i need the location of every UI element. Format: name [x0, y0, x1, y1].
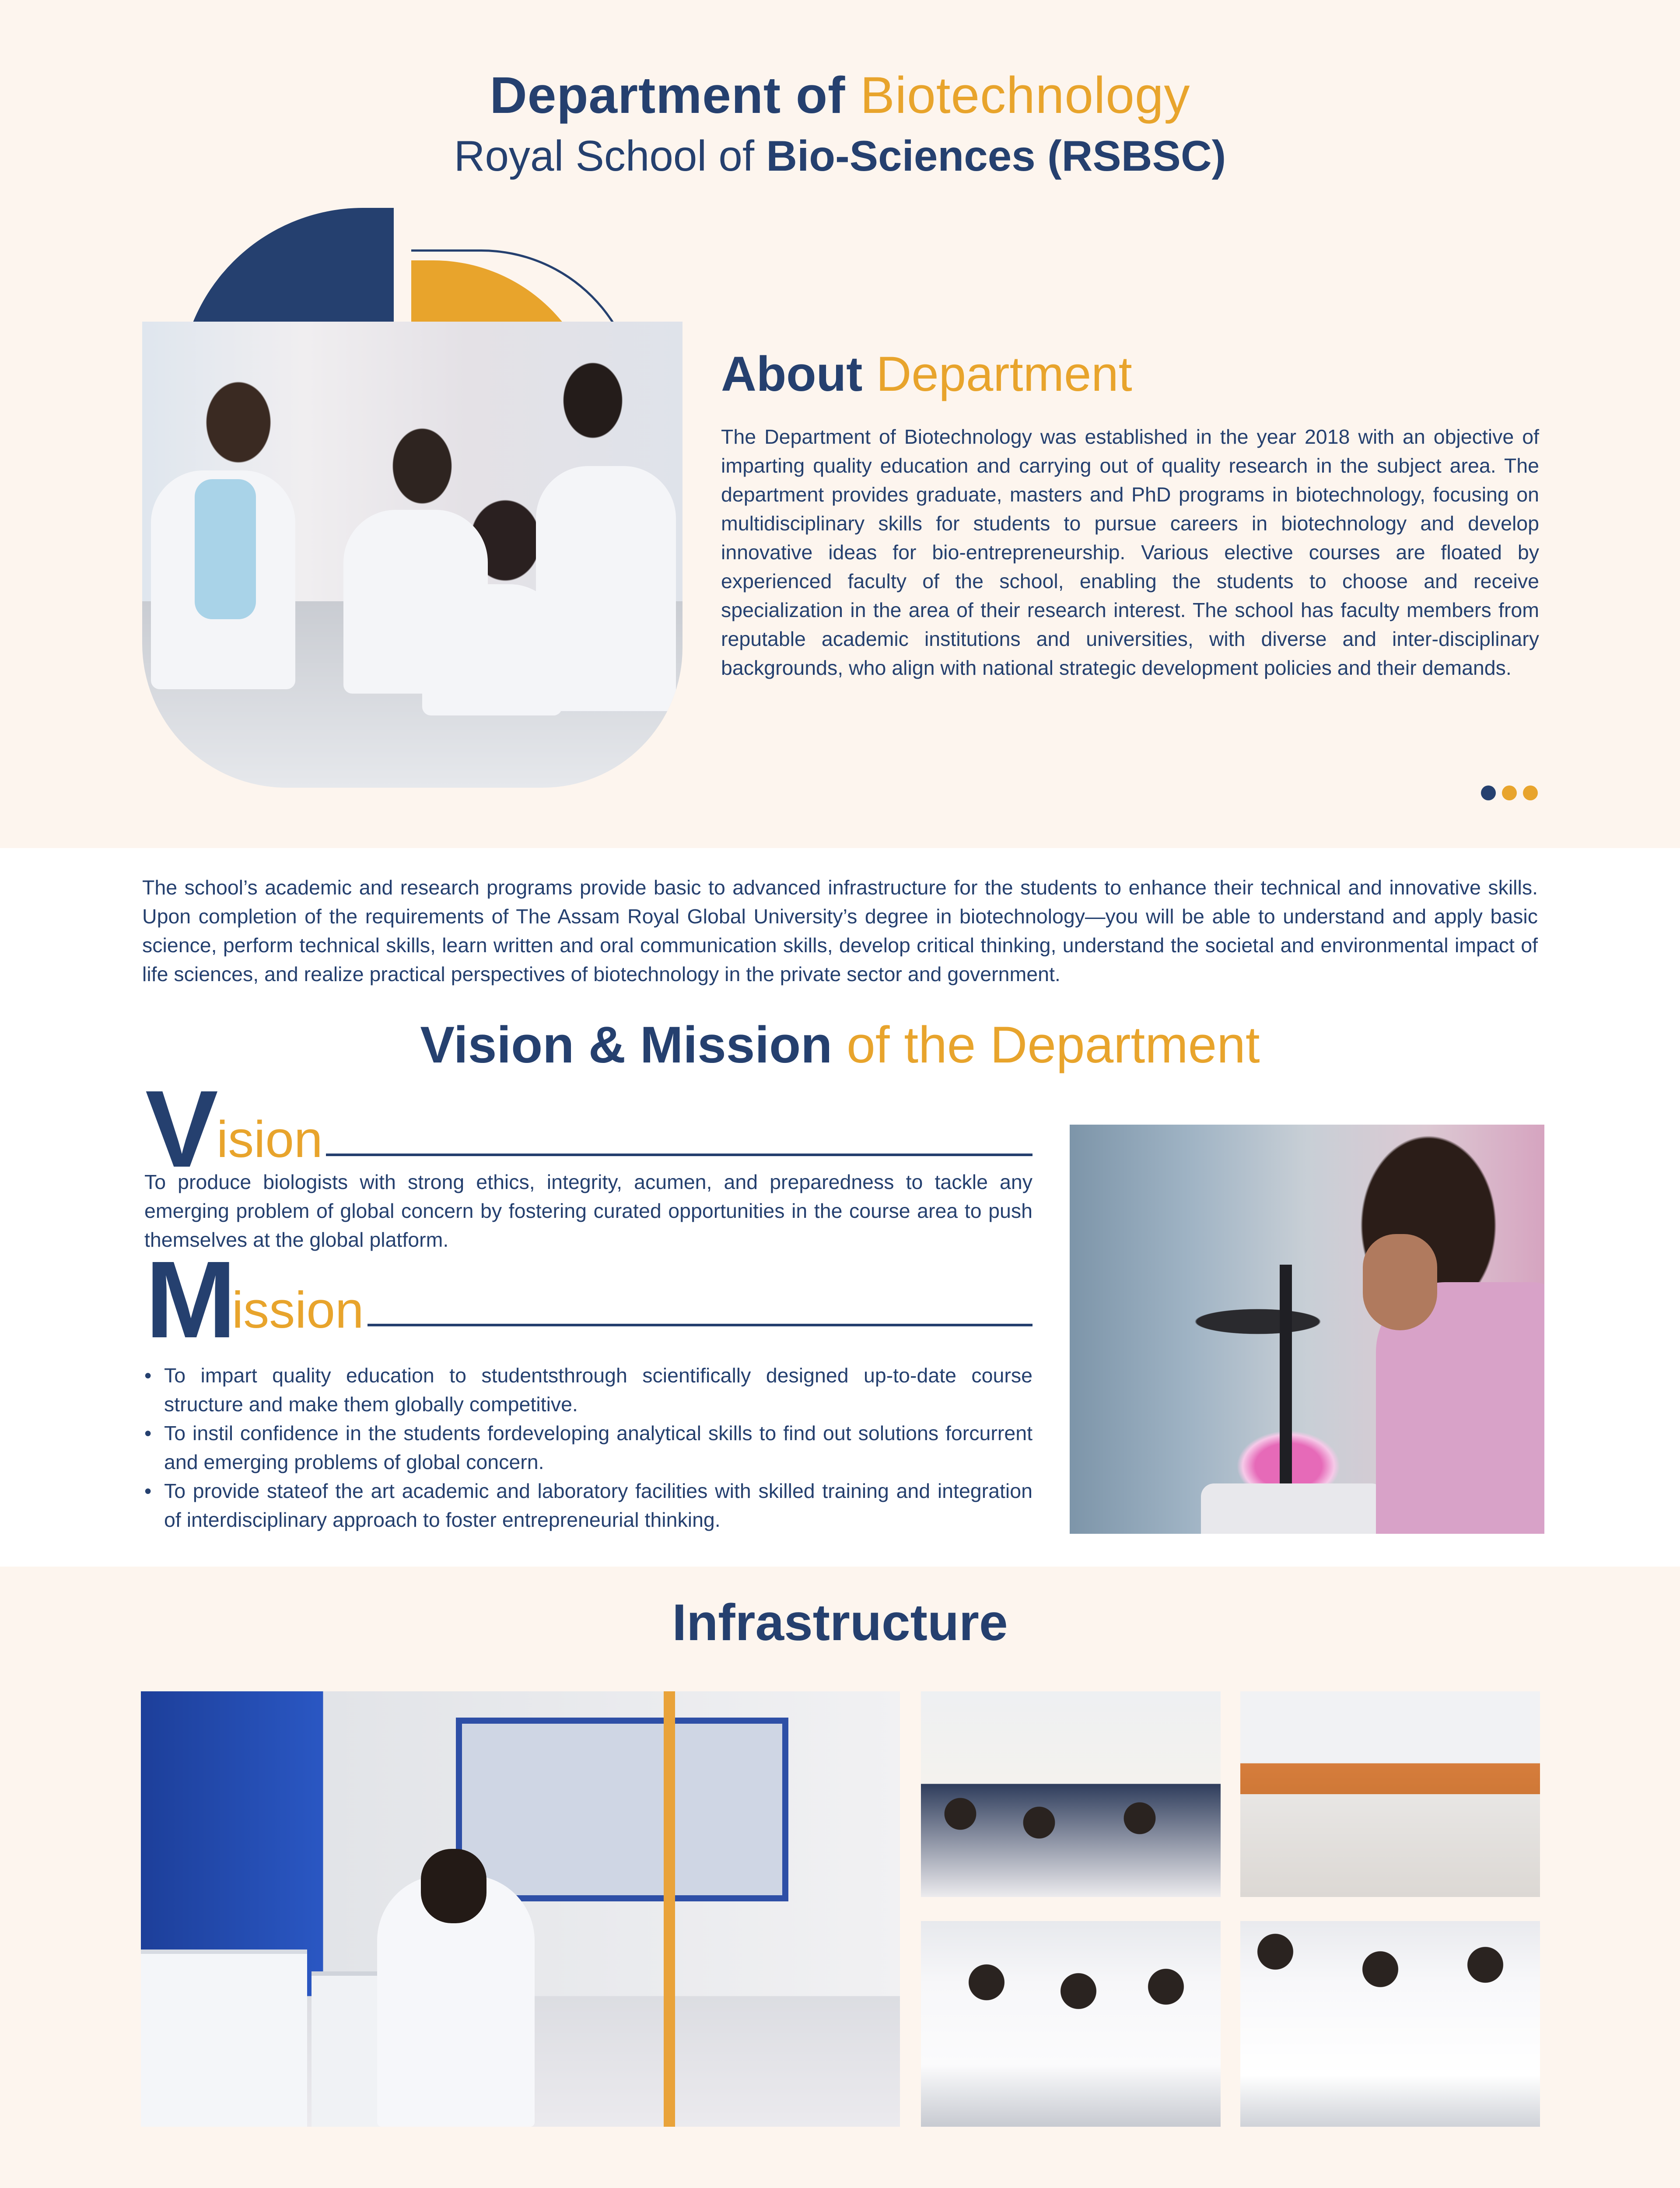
mission-list: [144, 1361, 1032, 1534]
photo-figure-shirt: [195, 479, 256, 619]
vm-heading-part-2: of the Department: [847, 1016, 1260, 1074]
vision-mission-heading: [0, 1015, 1680, 1075]
photo-figure-face: [1363, 1234, 1437, 1330]
computer-lab-photo: [1240, 1691, 1540, 1897]
classroom-photo: [921, 1691, 1221, 1897]
dot-gold: [1502, 785, 1517, 800]
mission-item: • To impart quality education to studentsthrough scientifically designed up-to-date course structure and make them globally competitive.: [144, 1361, 1032, 1419]
mission-item: • To provide stateof the art academic and laboratory facilities with skilled training and integration of interdisciplinary approach to foster entrepreneurial thinking.: [144, 1476, 1032, 1534]
dot-gold: [1523, 785, 1538, 800]
mission-item: • To instil confidence in the students fordeveloping analytical skills to find out solutions forcurrent and emerging problems of global concern.: [144, 1419, 1032, 1476]
subtitle-part-2: Bio-Sciences (RSBSC): [766, 132, 1226, 180]
lab-laminar-flow-photo: [141, 1691, 900, 2127]
photo-figure-hair: [421, 1849, 486, 1923]
about-heading: [721, 346, 1132, 402]
title-part-1: Department of: [490, 67, 846, 124]
dot-navy: [1481, 785, 1496, 800]
mission-divider: [368, 1324, 1032, 1326]
vision-initial: V: [145, 1068, 218, 1190]
hero-image-group: [142, 208, 682, 788]
student-microscope-photo: [1070, 1125, 1544, 1534]
photo-freezer: [141, 1950, 307, 2127]
vision-text: To produce biologists with strong ethics, integrity, acumen, and preparedness to tackle any emerging problem of global concern by fostering curated opportunities in the course area to push themselves at the global platform.: [144, 1171, 1032, 1251]
vision-word-rest: ision: [217, 1111, 323, 1168]
students-lab-photo: [142, 322, 682, 788]
vm-heading-part-1: Vision & Mission: [420, 1016, 833, 1074]
photo-pole: [664, 1691, 675, 2127]
title-part-2: Biotechnology: [860, 67, 1190, 124]
decorative-dots: [1481, 785, 1538, 800]
photo-laminar-hood: [456, 1718, 788, 1901]
about-heading-part-2: Department: [876, 347, 1132, 401]
mission-initial: M: [145, 1238, 237, 1360]
page-subtitle: [0, 131, 1680, 181]
page-title: [0, 66, 1680, 125]
about-body: The Department of Biotechnology was established in the year 2018 with an objective of imparting quality education and carrying out of quality research in the subject area. The department provides graduate, masters and PhD programs in biotechnology, focusing on multidisciplinary skills for students to pursue careers in biotechnology and develop innovative ideas for bio-entrepreneurship. Various elective courses are floated by experienced faculty of the school, enabling the students to choose and receive specialization in the area of their research interest. The school has faculty members from reputable academic institutions and universities, with diverse and inter-disciplinary backgrounds, who align with national strategic development policies and their demands.: [721, 425, 1539, 679]
students-lab-group-photo: [921, 1921, 1221, 2127]
about-heading-part-1: About: [721, 347, 863, 401]
photo-device-base: [1201, 1483, 1385, 1534]
mission-word-rest: ission: [232, 1281, 364, 1339]
photo-lamp-stand: [1280, 1265, 1292, 1492]
programs-intro: The school’s academic and research programs provide basic to advanced infrastructure for the students to enhance their technical and innovative skills. Upon completion of the requirements of The Assam Royal Global University’s degree in biotechnology—you will be able to understand and apply basic science, perform technical skills, learn written and oral communication skills, develop critical thinking, understand the societal and environmental impact of life sciences, and realize practical perspectives of biotechnology in the private sector and government.: [142, 876, 1538, 985]
photo-figure: [536, 466, 676, 711]
subtitle-part-1: Royal School of: [454, 132, 755, 180]
vision-divider: [326, 1154, 1032, 1156]
infrastructure-heading: Infrastructure: [672, 1594, 1008, 1652]
students-lab-practical-photo: [1240, 1921, 1540, 2127]
